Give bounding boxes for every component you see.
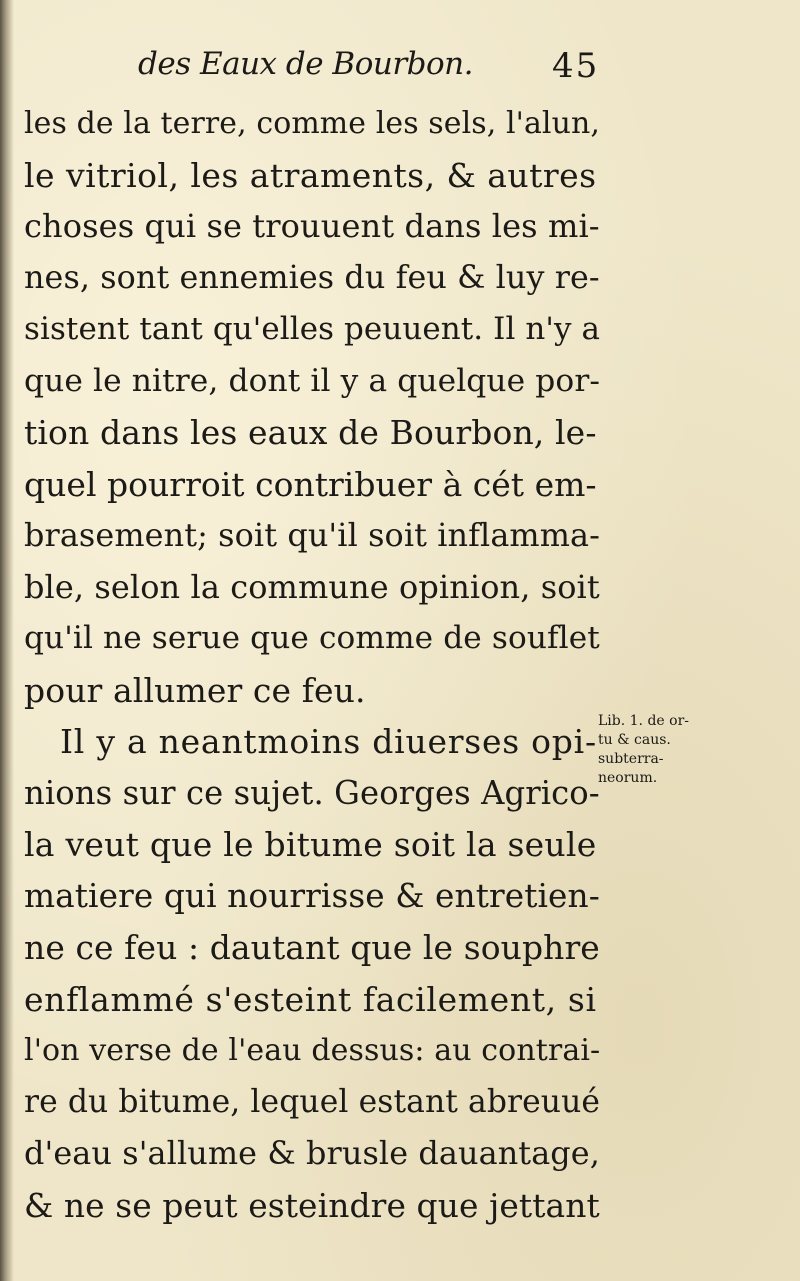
text-line: nes, sont ennemies du feu & luy re-: [24, 259, 600, 296]
margin-note-line: tu & caus.: [598, 732, 671, 748]
text-line: ble, selon la commune opinion, soit: [24, 567, 600, 606]
text-line: brasement; soit qu'il soit inflamma-: [24, 516, 601, 554]
text-line: matiere qui nourrisse & entretien-: [24, 876, 600, 915]
text-line: les de la terre, comme les sels, l'alun,: [24, 106, 600, 141]
body-text: [24, 98, 600, 1231]
text-line: pour allumer ce feu.: [24, 670, 366, 710]
text-line: la veut que le bitume soit la seule: [24, 825, 597, 864]
page-header: [0, 44, 800, 94]
margin-note-line: Lib. 1. de or-: [598, 713, 689, 729]
margin-note: [598, 712, 718, 788]
text-line: quel pourroit contribuer à cét em-: [24, 464, 597, 504]
margin-note-line: neorum.: [598, 770, 658, 786]
text-line: choses qui se trouuent dans les mi-: [24, 207, 600, 245]
text-line: & ne se peut esteindre que jettant: [24, 1185, 600, 1225]
text-line: sistent tant qu'elles peuuent. Il n'y a: [24, 311, 601, 347]
text-line: l'on verse de l'eau dessus: au contrai-: [24, 1033, 601, 1068]
text-line: enflammé s'esteint facilement, si: [24, 979, 597, 1019]
text-line: le vitriol, les atraments, & autres: [24, 155, 597, 195]
text-line: nions sur ce sujet. Georges Agrico-: [24, 773, 600, 812]
margin-note-line: subterra-: [598, 751, 664, 767]
text-line: d'eau s'allume & brusle dauantage,: [24, 1134, 600, 1172]
text-line: qu'il ne serue que comme de souflet: [24, 620, 600, 656]
page-number: 45: [552, 46, 600, 86]
page-gutter-shadow: [0, 0, 14, 1281]
text-line: ne ce feu : dautant que le souphre: [24, 928, 600, 967]
text-line: que le nitre, dont il y a quelque por-: [24, 362, 601, 399]
running-head: des Eaux de Bourbon.: [138, 46, 473, 82]
text-line: re du bitume, lequel estant abreuué: [24, 1083, 601, 1120]
paragraph-start-line: Il y a neantmoins diuerses opi-: [60, 722, 597, 761]
text-line: tion dans les eaux de Bourbon, le-: [24, 413, 597, 452]
